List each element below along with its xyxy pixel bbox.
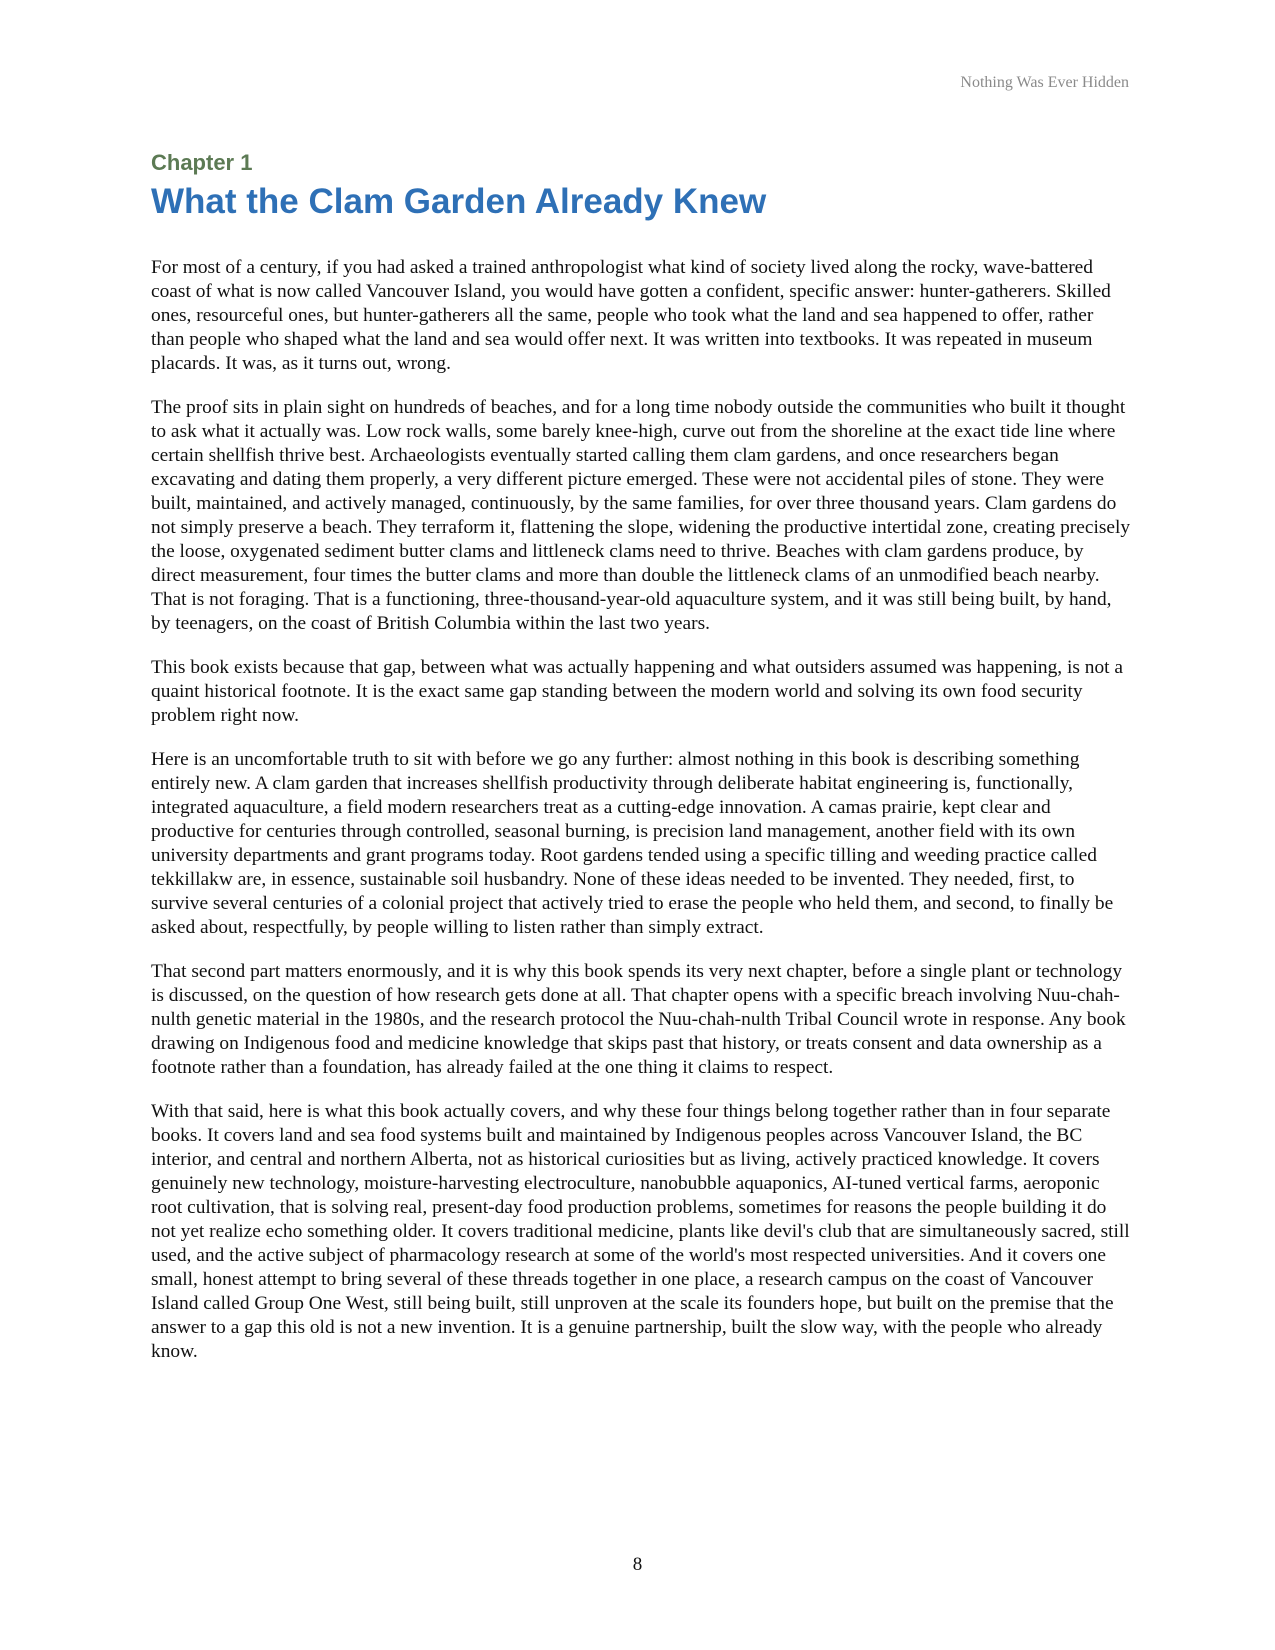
running-header: Nothing Was Ever Hidden <box>960 74 1129 91</box>
paragraph: With that said, here is what this book actually covers, and why these four things belong together rather than in four separate books. It covers land and sea food systems built and maintained by Indigenous peoples across Vancouver Island, the BC interior, and central and northern Alberta, not as historical curiosities but as living, actively practiced knowledge. It covers genuinely new technology, moisture-harvesting electroculture, nanobubble aquaponics, AI-tuned vertical farms, aeroponic root cultivation, that is solving real, present-day food production problems, sometimes for reasons the people building it do not yet realize echo something older. It covers traditional medicine, plants like devil's club that are simultaneously sacred, still used, and the active subject of pharmacology research at some of the world's most respected universities. And it covers one small, honest attempt to bring several of these threads together in one place, a research campus on the coast of Vancouver Island called Group One West, still being built, still unproven at the scale its founders hope, but built on the premise that the answer to a gap this old is not a new invention. It is a genuine partnership, built the slow way, with the people who already know. <box>151 1101 1130 1362</box>
page-number: 8 <box>632 1554 643 1575</box>
paragraph: The proof sits in plain sight on hundreds of beaches, and for a long time nobody outside the communities who built it thought to ask what it actually was. Low rock walls, some barely knee-high, curve out from the shoreline at the exact tide line where certain shellfish thrive best. Archaeologists eventually started calling them clam gardens, and once researchers began excavating and dating them properly, a very different picture emerged. These were not accidental piles of stone. They were built, maintained, and actively managed, continuously, by the same families, for over three thousand years. Clam gardens do not simply preserve a beach. They terraform it, flattening the slope, widening the productive intertidal zone, creating precisely the loose, oxygenated sediment butter clams and littleneck clams need to thrive. Beaches with clam gardens produce, by direct measurement, four times the butter clams and more than double the littleneck clams of an unmodified beach nearby. That is not foraging. That is a functioning, three-thousand-year-old aquaculture system, and it was still being built, by hand, by teenagers, on the coast of British Columbia within the last two years. <box>151 397 1131 634</box>
paragraph: That second part matters enormously, and it is why this book spends its very next chapter, before a single plant or technology is discussed, on the question of how research gets done at all. That chapter opens with a specific breach involving Nuu-chah-nulth genetic material in the 1980s, and the research protocol the Nuu-chah-nulth Tribal Council wrote in response. Any book drawing on Indigenous food and medicine knowledge that skips past that history, or treats consent and data ownership as a footnote rather than a foundation, has already failed at the one thing it claims to respect. <box>151 961 1126 1078</box>
chapter-label: Chapter 1 <box>151 150 253 175</box>
paragraph: For most of a century, if you had asked a trained anthropologist what kind of society lived along the rocky, wave-battered coast of what is now called Vancouver Island, you would have gotten a confident, specific answer: hunter-gatherers. Skilled ones, resourceful ones, but hunter-gatherers all the same, people who took what the land and sea happened to offer, rather than people who shaped what the land and sea would offer next. It was written into textbooks. It was repeated in museum placards. It was, as it turns out, wrong. <box>151 257 1111 374</box>
page-content <box>151 148 1131 1384</box>
chapter-body <box>151 256 1131 1364</box>
paragraph: This book exists because that gap, between what was actually happening and what outsiders assumed was happening, is not a quaint historical footnote. It is the exact same gap standing between the modern world and solving its own food security problem right now. <box>151 657 1123 726</box>
chapter-title: What the Clam Garden Already Knew <box>151 182 767 221</box>
paragraph: Here is an uncomfortable truth to sit with before we go any further: almost nothing in this book is describing something entirely new. A clam garden that increases shellfish productivity through deliberate habitat engineering is, functionally, integrated aquaculture, a field modern researchers treat as a cutting-edge innovation. A camas prairie, kept clear and productive for centuries through controlled, seasonal burning, is precision land management, another field with its own university departments and grant programs today. Root gardens tended using a specific tilling and weeding practice called tekkillakw are, in essence, sustainable soil husbandry. None of these ideas needed to be invented. They needed, first, to survive several centuries of a colonial project that actively tried to erase the people who held them, and second, to finally be asked about, respectfully, by people willing to listen rather than simply extract. <box>151 749 1114 938</box>
